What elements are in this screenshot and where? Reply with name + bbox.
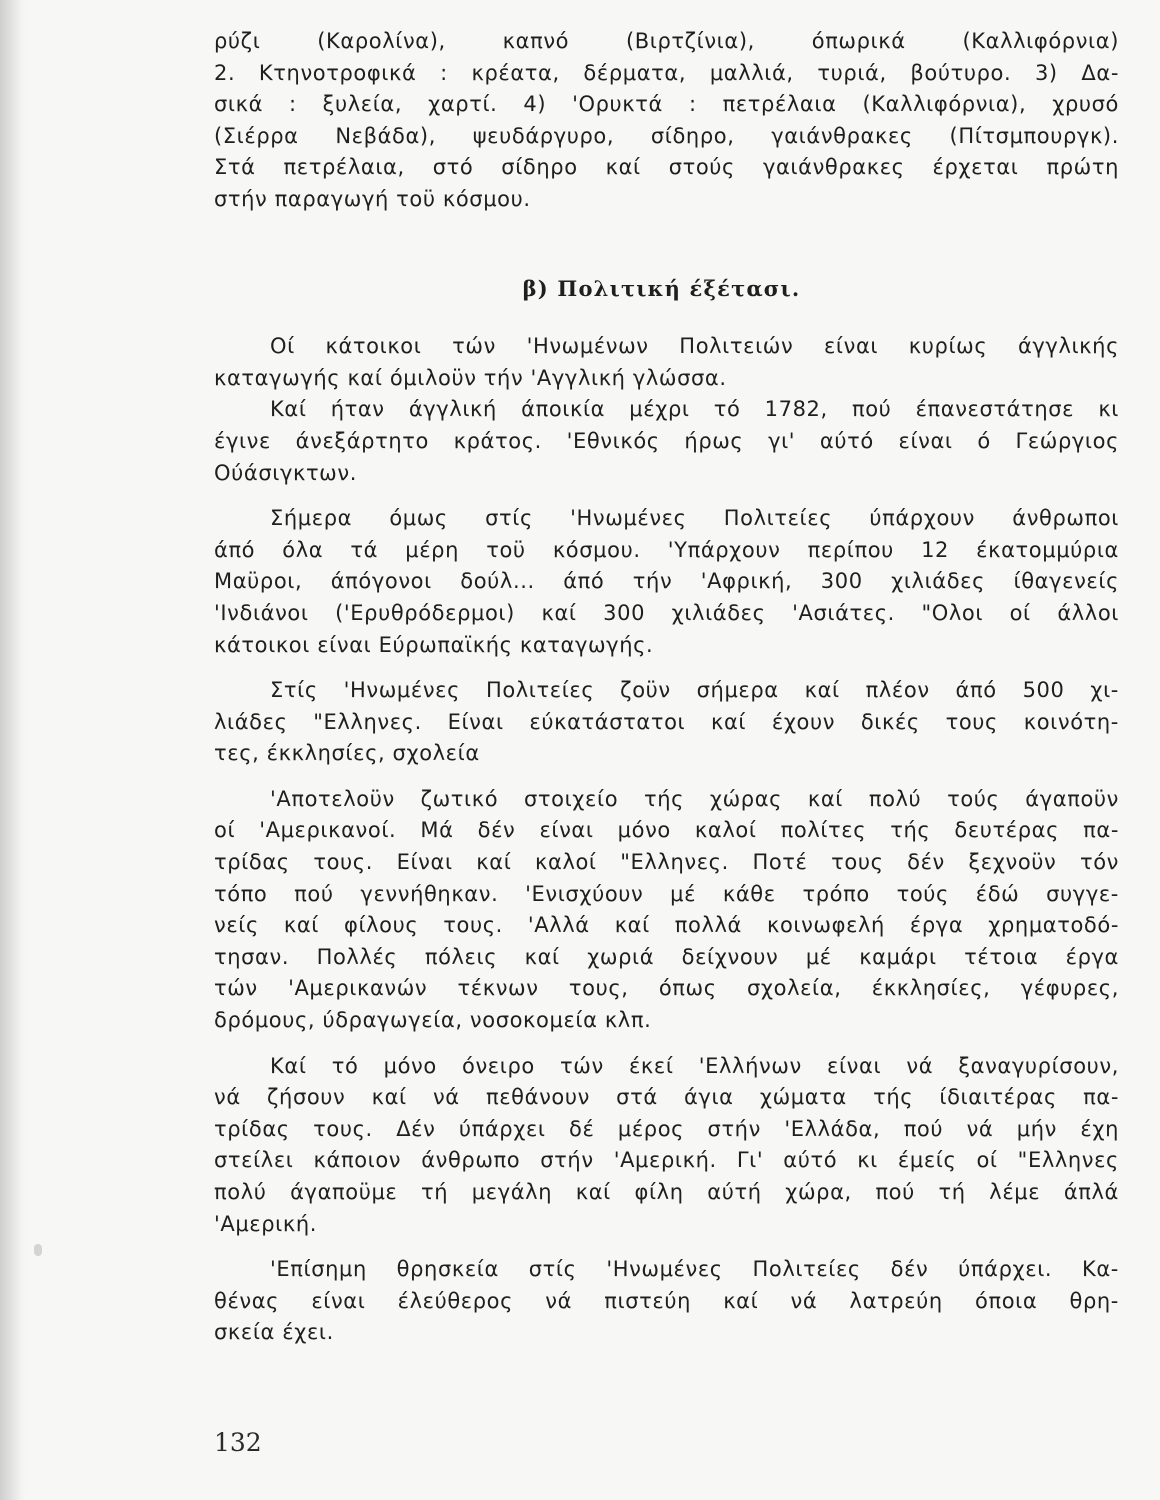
text-line: Στίς 'Ηνωμένες Πολιτείες ζοϋν σήμερα καί πλέον άπό 500 χι- (270, 678, 1119, 703)
paragraph (214, 394, 1119, 489)
text-line: νείς καί φίλους τους. 'Αλλά καί πολλά κοινωφελή έργα χρηματοδό- (214, 913, 1119, 938)
text-line: λιάδες "Ελληνες. Είναι εύκατάστατοι καί έχουν δικές τους κοινότη- (214, 709, 1119, 734)
text-line: οί 'Αμερικανοί. Μά δέν είναι μόνο καλοί πολίτες τής δευτέρας πα- (214, 818, 1119, 843)
text-line: στήν παραγωγή τοϋ κόσμου. (214, 186, 531, 211)
text-line: τρίδας τους. Είναι καί καλοί "Ελληνες. Ποτέ τους δέν ξεχνοϋν τόν (214, 850, 1119, 875)
paragraph (214, 1254, 1119, 1349)
text-line: τών 'Αμερικανών τέκνων τους, όπως σχολεία, έκκλησίες, γέφυρες, (214, 976, 1119, 1001)
section-heading: β) Πολιτική έξέτασι. (522, 275, 801, 301)
text-line: τόπο πού γεννήθηκαν. 'Ενισχύουν μέ κάθε τρόπο τούς έδώ συγγε- (214, 881, 1119, 906)
text-line: τες, έκκλησίες, σχολεία (214, 741, 480, 766)
text-line: 'Αμερική. (214, 1211, 318, 1236)
intro-paragraph (214, 26, 1119, 216)
text-line: σκεία έχει. (214, 1320, 334, 1345)
text-line: Οί κάτοικοι τών 'Ηνωμένων Πολιτειών είναι κυρίως άγγλικής (270, 334, 1119, 359)
text-line: τρίδας τους. Δέν ύπάρχει δέ μέρος στήν 'Ελλάδα, πού νά μήν έχη (214, 1116, 1119, 1141)
text-line: δρόμους, ύδραγωγεία, νοσοκομεία κλπ. (214, 1008, 652, 1033)
text-line: Ούάσιγκτων. (214, 460, 357, 485)
text-line: τησαν. Πολλές πόλεις καί χωριά δείχνουν μέ καμάρι τέτοια έργα (214, 944, 1119, 969)
text-line: κάτοικοι είναι Εύρωπαϊκής καταγωγής. (214, 632, 654, 657)
text-line: πολύ άγαποϋμε τή μεγάλη καί φίλη αύτή χώρα, πού τή λέμε άπλά (214, 1180, 1119, 1204)
paragraph (214, 784, 1119, 1037)
text-line: 'Ινδιάνοι ('Ερυθρόδερμοι) καί 300 χιλιάδες 'Ασιάτες. "Ολοι οί άλλοι (214, 600, 1119, 625)
text-line: καταγωγής καί όμιλοϋν τήν 'Αγγλική γλώσσα. (214, 365, 727, 390)
text-line: έγινε άνεξάρτητο κράτος. 'Εθνικός ήρως γι' αύτό είναι ό Γεώργιος (214, 428, 1119, 453)
paragraph (214, 1051, 1119, 1241)
text-line: άπό όλα τά μέρη τοϋ κόσμου. 'Υπάρχουν περίπου 12 έκατομμύρια (214, 537, 1119, 562)
text-line: ρύζι (Καρολίνα), καπνό (Βιρτζίνια), όπωρικά (Καλλιφόρνια) (214, 29, 1119, 53)
paragraph (214, 331, 1119, 394)
text-line: Καί τό μόνο όνειρο τών έκεί 'Ελλήνων είναι νά ξαναγυρίσουν, (270, 1053, 1119, 1078)
text-line: νά ζήσουν καί νά πεθάνουν στά άγια χώματα τής ίδιαιτέρας πα- (214, 1085, 1119, 1110)
text-line: (Σιέρρα Νεβάδα), ψευδάργυρο, σίδηρο, γαιάνθρακες (Πίτσμπουργκ). (214, 123, 1119, 148)
text-line: Σήμερα όμως στίς 'Ηνωμένες Πολιτείες ύπάρχουν άνθρωποι (270, 506, 1119, 531)
text-line: Καί ήταν άγγλική άποικία μέχρι τό 1782, πού έπανεστάτησε κι (270, 397, 1119, 422)
paragraph (214, 503, 1119, 661)
paragraph (214, 675, 1119, 770)
text-line: Μαϋροι, άπόγονοι δούλ... άπό τήν 'Αφρική, 300 χιλιάδες ίθαγενείς (214, 569, 1119, 594)
binding-shadow (0, 0, 26, 1500)
text-line: 'Επίσημη θρησκεία στίς 'Ηνωμένες Πολιτείες δέν ύπάρχει. Κα- (270, 1257, 1119, 1282)
text-line: σικά : ξυλεία, χαρτί. 4) 'Ορυκτά : πετρέλαια (Καλλιφόρνια), χρυσό (214, 92, 1119, 117)
page-text (214, 26, 1119, 1349)
page-number: 132 (214, 1428, 262, 1457)
text-line: Στά πετρέλαια, στό σίδηρο καί στούς γαιάνθρακες έρχεται πρώτη (214, 155, 1119, 180)
text-line: 2. Κτηνοτροφικά : κρέατα, δέρματα, μαλλιά, τυριά, βούτυρο. 3) Δα- (214, 60, 1119, 85)
text-line: 'Αποτελοϋν ζωτικό στοιχείο τής χώρας καί πολύ τούς άγαποϋν (270, 786, 1119, 811)
page-smudge (34, 1244, 42, 1256)
text-line: στείλει κάποιον άνθρωπο στήν 'Αμερική. Γι' αύτό κι έμείς οί "Ελληνες (214, 1148, 1119, 1173)
text-line: θένας είναι έλεύθερος νά πιστεύη καί νά λατρεύη όποια θρη- (214, 1288, 1119, 1313)
